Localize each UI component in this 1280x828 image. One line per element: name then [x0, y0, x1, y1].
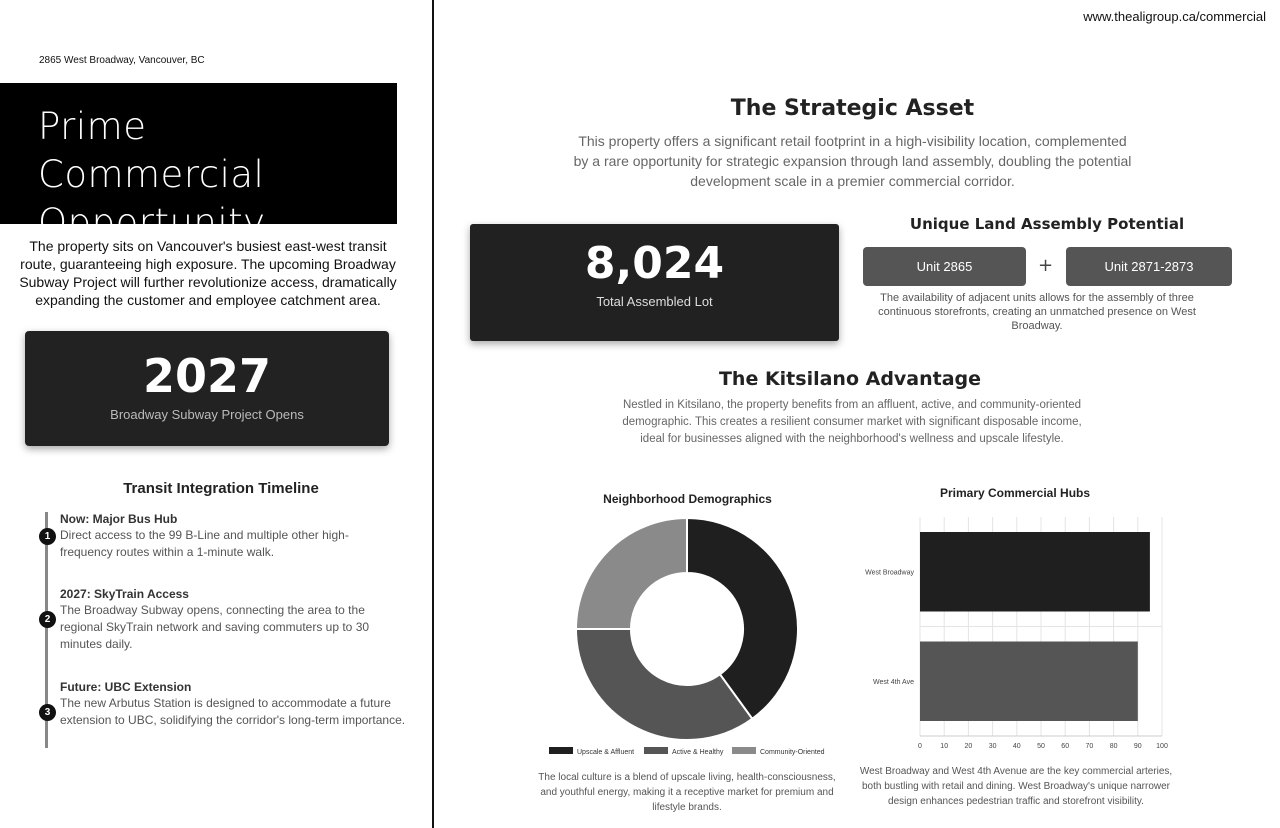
- hero-title-line2: Opportunity: [38, 201, 266, 244]
- timeline-item-3: [60, 679, 410, 729]
- timeline-item-title: Future: UBC Extension: [60, 680, 192, 694]
- x-tick-label: 40: [1012, 743, 1021, 750]
- bar-west-4th-ave: [920, 642, 1138, 722]
- timeline-title: Transit Integration Timeline: [123, 480, 319, 497]
- timeline-item-title: Now: Major Bus Hub: [60, 512, 178, 526]
- assembled-lot-label: Total Assembled Lot: [596, 294, 713, 309]
- y-category-label: West 4th Ave: [873, 678, 914, 686]
- bar-west-broadway: [920, 532, 1150, 612]
- commercial-hubs-bar-chart: [855, 508, 1175, 758]
- strategic-asset-title: The Strategic Asset: [730, 96, 975, 121]
- timeline-item-title: 2027: SkyTrain Access: [60, 587, 189, 601]
- property-address: 2865 West Broadway, Vancouver, BC: [39, 55, 205, 66]
- timeline-item-body: Direct access to the 99 B-Line and multiple other high-frequency routes within a 1-minute walk.: [60, 528, 349, 559]
- column-divider: [432, 0, 434, 828]
- hero-banner: [0, 83, 397, 244]
- demographics-donut-chart: [540, 510, 840, 760]
- demographics-caption: The local culture is a blend of upscale living, health-consciousness, and youthful energy, making it a receptive market for premium and lifestyle brands.: [538, 772, 836, 813]
- x-tick-label: 10: [940, 743, 949, 750]
- hero-title-line1: Prime Commercial: [38, 105, 265, 196]
- x-tick-label: 30: [988, 743, 997, 750]
- subway-year-card: [25, 331, 389, 446]
- timeline-item-body: The new Arbutus Station is designed to accommodate a future extension to UBC, solidifying the corridor's long-term importance.: [60, 696, 406, 727]
- timeline-item-body: The Broadway Subway opens, connecting the area to the regional SkyTrain network and saving commuters up to 30 minutes daily.: [60, 603, 370, 651]
- land-assembly-title: Unique Land Assembly Potential: [909, 215, 1185, 233]
- donut-slice-community-oriented: [576, 518, 687, 629]
- site-url[interactable]: www.thealigroup.ca/commercial: [1083, 9, 1266, 24]
- timeline-item-1: [60, 511, 410, 561]
- legend-swatch: [644, 747, 668, 754]
- subway-year-label: Broadway Subway Project Opens: [110, 407, 304, 422]
- hubs-caption: West Broadway and West 4th Avenue are the key commercial arteries, both bustling with retail and dining. West Broadway's unique narrower design enhances pedestrian traffic and storefront visibility.: [859, 766, 1173, 807]
- legend-label: Upscale & Affluent: [577, 749, 635, 756]
- legend-label: Community-Oriented: [760, 749, 825, 756]
- intro-paragraph: The property sits on Vancouver's busiest east-west transit route, guaranteeing high exposure. The upcoming Broadway Subway Project will further revolutionize access, dramatically expanding the customer and employee catchment area.: [19, 238, 397, 308]
- land-assembly-note: The availability of adjacent units allows for the assembly of three continuous storefronts, creating an unmatched presence on West Broadway.: [878, 292, 1196, 332]
- x-tick-label: 50: [1037, 743, 1045, 750]
- legend-label: Active & Healthy: [672, 749, 724, 756]
- legend-swatch: [732, 747, 756, 754]
- x-tick-label: 20: [964, 743, 973, 750]
- timeline-step-3-badge: 3: [39, 704, 56, 721]
- plus-icon: +: [1038, 255, 1054, 276]
- hubs-chart-title: Primary Commercial Hubs: [939, 486, 1091, 500]
- x-tick-label: 70: [1085, 743, 1094, 750]
- assembled-lot-card: [470, 224, 839, 341]
- strategic-asset-body: This property offers a significant retail footprint in a high-visibility location, complemented by a rare opportunity for strategic expansion through land assembly, doubling the potential development scale in a premier commercial corridor.: [573, 133, 1132, 189]
- timeline-step-1-badge: 1: [39, 528, 56, 545]
- kitsilano-title: The Kitsilano Advantage: [718, 368, 982, 390]
- subway-year-value: 2027: [142, 349, 272, 403]
- unit-2865-button[interactable]: Unit 2865: [863, 247, 1026, 286]
- x-tick-label: 100: [1156, 743, 1168, 750]
- x-tick-label: 80: [1109, 743, 1118, 750]
- donut-slice-active-healthy: [576, 629, 752, 740]
- x-tick-label: 90: [1133, 743, 1142, 750]
- kitsilano-body: Nestled in Kitsilano, the property benefits from an affluent, active, and community-oriented demographic. This creates a resilient consumer market with significant disposable income, ideal for businesses aligned with the neighborhood's wellness and upscale lifestyle.: [622, 399, 1082, 445]
- y-category-label: West Broadway: [865, 569, 914, 577]
- timeline-item-2: [60, 586, 410, 653]
- demographics-chart-title: Neighborhood Demographics: [603, 492, 772, 506]
- timeline-step-2-badge: 2: [39, 611, 56, 628]
- x-tick-label: 60: [1061, 743, 1070, 750]
- x-tick-label: 0: [918, 743, 922, 750]
- unit-2871-2873-button[interactable]: Unit 2871-2873: [1066, 247, 1232, 286]
- legend-swatch: [549, 747, 573, 754]
- assembled-lot-value: 8,024: [584, 238, 725, 289]
